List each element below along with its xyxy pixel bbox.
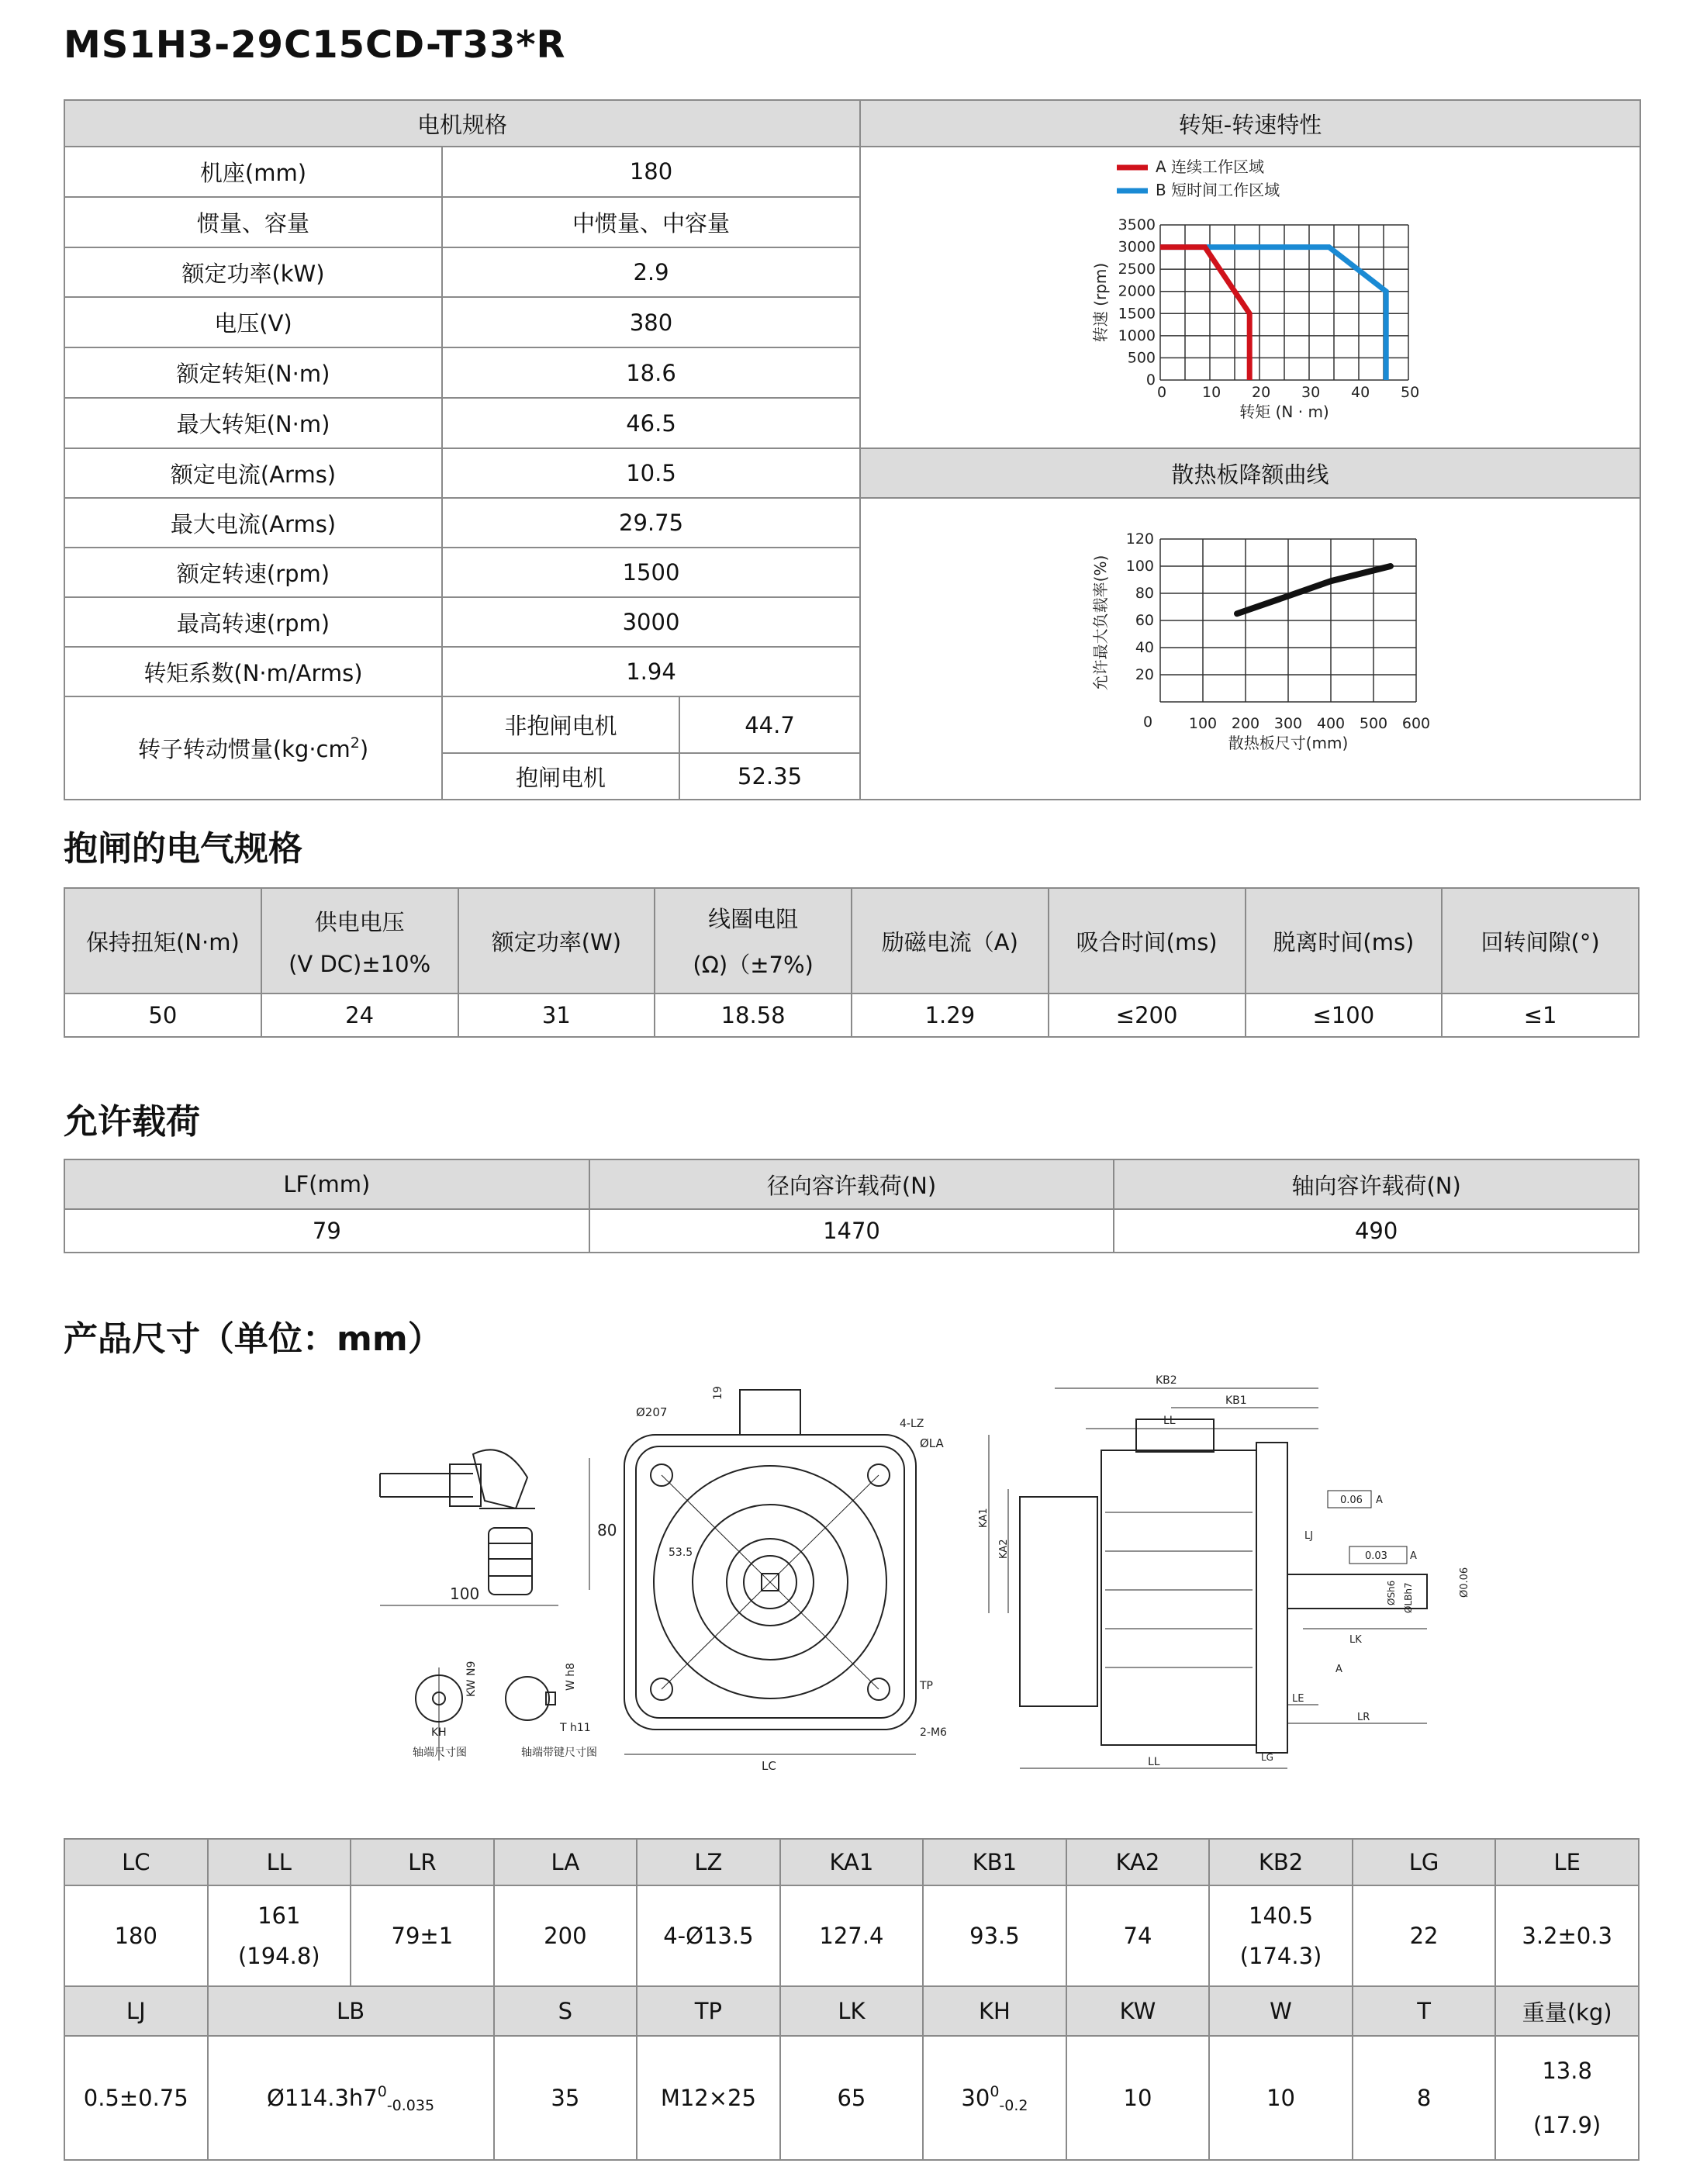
dim-header-text: TP — [694, 1998, 722, 2024]
spec-value: 1.94 — [442, 647, 860, 696]
brake-header — [852, 888, 1049, 994]
page-title: MS1H3-29C15CD-T33*R — [64, 23, 566, 67]
dim-header-text: 重量(kg) — [1522, 1999, 1612, 2026]
dim-value-text: 8 — [1416, 2085, 1432, 2111]
brake-header — [655, 888, 852, 994]
dim-value-text: 79±1 — [391, 1923, 454, 1949]
dim-header-text: S — [558, 1998, 573, 2024]
y-axis-label: 允许最大负载率(%) — [1091, 555, 1111, 691]
brake-value — [852, 994, 1049, 1037]
inertia-label-end: ) — [359, 736, 369, 762]
dim-header — [64, 1839, 208, 1885]
x-tick-label: 40 — [1351, 384, 1370, 401]
spec-label: 机座(mm) — [64, 147, 442, 197]
dim-header — [208, 1839, 351, 1885]
y-tick-label: 2000 — [1118, 282, 1156, 300]
dim-header — [494, 1839, 638, 1885]
dim-header-text: KW — [1119, 1998, 1156, 2024]
dim-tp: TP — [920, 1680, 933, 1692]
spec-label: 最大电流(Arms) — [64, 498, 442, 548]
shaft-end-views — [413, 1661, 597, 1761]
brake-header-line2: (V DC)±10% — [289, 950, 431, 977]
tol-0-06: 0.06 — [1340, 1495, 1363, 1506]
dim-value-text: 74 — [1123, 1923, 1152, 1949]
load-value-text: 79 — [312, 1218, 341, 1244]
dim-value — [494, 2036, 638, 2160]
derating-line — [1237, 566, 1391, 613]
dim-header — [1066, 1839, 1210, 1885]
x-tick-zero: 0 — [1142, 714, 1153, 731]
load-table — [64, 1159, 1640, 1253]
tol-0-03: 0.03 — [1365, 1550, 1387, 1562]
brake-header — [458, 888, 655, 994]
dim-value — [1353, 1885, 1496, 1986]
load-header — [1114, 1159, 1639, 1209]
lb-sup: 0 — [377, 2083, 387, 2100]
dim-4lz: 4-LZ — [900, 1418, 924, 1430]
dim-header — [351, 1839, 494, 1885]
x-tick-label: 100 — [1188, 715, 1218, 732]
dim-value-text: 4-Ø13.5 — [663, 1923, 754, 1949]
dim-value-text: 180 — [114, 1923, 157, 1949]
dim-value — [780, 2036, 924, 2160]
heatsink-chart-header: 散热板降额曲线 — [860, 448, 1640, 498]
dim-header-text: LZ — [694, 1849, 723, 1875]
dim-header-text: LL — [266, 1849, 292, 1875]
load-header — [64, 1159, 589, 1209]
x-tick-label: 30 — [1301, 384, 1321, 401]
spec-label: 额定转矩(N·m) — [64, 347, 442, 398]
load-header-text: 轴向容许载荷(N) — [1291, 1172, 1461, 1199]
load-value — [64, 1209, 589, 1253]
legend-a-label: A 连续工作区域 — [1156, 157, 1265, 176]
brake-spec-table — [64, 887, 1640, 1038]
y-tick-label: 0 — [1145, 371, 1156, 389]
brake-header-text: 脱离时间(ms) — [1273, 928, 1415, 955]
inertia-label-sup: 2 — [350, 734, 360, 752]
dim-sh6: ØSh6 — [1386, 1580, 1397, 1605]
dim-value — [208, 1885, 351, 1986]
y-tick-label: 80 — [1135, 585, 1155, 602]
spec-value: 1500 — [442, 548, 860, 597]
dim-value — [64, 1885, 208, 1986]
load-section-title: 允许载荷 — [64, 1102, 200, 1142]
load-value-text: 1470 — [823, 1218, 880, 1244]
spec-label: 转矩系数(N·m/Arms) — [64, 647, 442, 696]
kh-sub: -0.2 — [999, 2097, 1028, 2114]
brake-value — [655, 994, 852, 1037]
brake-label: 抱闸电机 — [442, 753, 679, 800]
brake-value — [1442, 994, 1639, 1037]
dim-header — [1353, 1986, 1496, 2036]
dim-header-text: W — [1270, 1998, 1292, 2024]
dim-value-text: 3.2±0.3 — [1522, 1923, 1612, 1949]
y-axis-label: 转速 (rpm) — [1091, 262, 1111, 343]
y-tick-label: 20 — [1135, 666, 1155, 683]
dim-value-text: 30 — [961, 2085, 990, 2111]
dim-header-text: KA1 — [829, 1849, 874, 1875]
caption-shaft-end: 轴端尺寸图 — [413, 1747, 467, 1759]
torque-chart-cell — [860, 147, 1640, 448]
brake-value-text: 31 — [541, 1002, 571, 1028]
load-value-text: 490 — [1354, 1218, 1398, 1244]
y-tick-label: 1500 — [1118, 305, 1156, 323]
brake-header — [1049, 888, 1246, 994]
dimension-section-title: 产品尺寸（单位：mm） — [64, 1319, 442, 1359]
dim-value-text: 93.5 — [969, 1923, 1020, 1949]
dim-th11: T h11 — [560, 1722, 591, 1734]
spec-value: 180 — [442, 147, 860, 197]
heatsink-derating-chart — [861, 499, 1640, 793]
motor-side-view — [978, 1374, 1470, 1768]
flange-front-view — [624, 1386, 947, 1773]
x-tick-label: 50 — [1401, 384, 1420, 401]
brake-section-title: 抱闸的电气规格 — [64, 829, 302, 869]
dimension-table — [64, 1838, 1640, 2161]
x-tick-label: 400 — [1316, 715, 1346, 732]
dim-ka1: KA1 — [978, 1508, 990, 1528]
x-tick-label: 20 — [1252, 384, 1271, 401]
motor-spec-header: 电机规格 — [64, 100, 860, 147]
dim-value — [1066, 1885, 1210, 1986]
dim-lc: LC — [762, 1759, 776, 1773]
x-axis-label: 散热板尺寸(mm) — [1228, 734, 1349, 752]
dim-value — [1353, 2036, 1496, 2160]
dim-ll-top: LL — [1163, 1415, 1176, 1427]
dim-value — [1209, 1885, 1353, 1986]
dim-value-text: 10 — [1123, 2085, 1152, 2111]
y-tick-label: 40 — [1135, 639, 1155, 656]
y-tick-label: 3500 — [1118, 216, 1156, 233]
dim-le: LE — [1292, 1693, 1304, 1705]
dim-header-text: KA2 — [1115, 1849, 1160, 1875]
dim-value-text: 127.4 — [819, 1923, 884, 1949]
dim-value — [208, 2036, 494, 2160]
brake-value-text: 24 — [345, 1002, 375, 1028]
x-axis-label: 转矩 (N · m) — [1239, 403, 1329, 421]
load-header — [589, 1159, 1114, 1209]
x-tick-label: 10 — [1202, 384, 1221, 401]
x-tick-label: 300 — [1273, 715, 1303, 732]
dim-header-text: LG — [1408, 1849, 1439, 1875]
brake-value-text: 18.58 — [720, 1002, 786, 1028]
spec-value: 3000 — [442, 597, 860, 647]
dim-value-text: 65 — [837, 2085, 866, 2111]
dim-header-text: LB — [337, 1998, 365, 2024]
dim-value — [923, 2036, 1066, 2160]
spec-label: 额定功率(kW) — [64, 247, 442, 298]
spec-value: 2.9 — [442, 247, 860, 298]
brake-header — [261, 888, 458, 994]
spec-value: 380 — [442, 297, 860, 347]
dim-header — [1353, 1839, 1496, 1885]
datum-a-2: A — [1410, 1550, 1417, 1562]
dim-value-text: 200 — [544, 1923, 587, 1949]
brake-value: 52.35 — [679, 753, 860, 800]
spec-value: 46.5 — [442, 398, 860, 448]
spec-label: 电压(V) — [64, 297, 442, 347]
dim-value-text: Ø114.3h7 — [267, 2085, 378, 2111]
spec-value: 10.5 — [442, 448, 860, 498]
brake-header-text: 供电电压 — [314, 908, 405, 935]
brake-header — [1442, 888, 1639, 994]
brake-value — [64, 994, 261, 1037]
connector-drawing — [380, 1450, 617, 1605]
dim-lr: LR — [1357, 1712, 1370, 1723]
weight-line2: (17.9) — [1533, 2112, 1602, 2138]
dim-19: 19 — [712, 1386, 724, 1400]
spec-value: 18.6 — [442, 347, 860, 398]
dim-value — [1066, 2036, 1210, 2160]
dim-value-text: 35 — [551, 2085, 580, 2111]
load-header-text: LF(mm) — [283, 1171, 371, 1197]
y-tick-label: 60 — [1135, 612, 1155, 629]
brake-value — [1049, 994, 1246, 1037]
dim-header — [494, 1986, 638, 2036]
dim-header-text: KH — [979, 1998, 1011, 2024]
torque-chart-header: 转矩-转速特性 — [860, 100, 1640, 147]
dim-value — [1495, 2036, 1639, 2160]
y-tick-label: 3000 — [1118, 238, 1156, 256]
nonbrake-label: 非抱闸电机 — [442, 696, 679, 753]
dim-value-text: M12×25 — [660, 2085, 756, 2111]
dim-header-text: LK — [838, 1998, 866, 2024]
nonbrake-value: 44.7 — [679, 696, 860, 753]
dim-header-text: LR — [408, 1849, 437, 1875]
brake-value-text: ≤1 — [1523, 1002, 1557, 1028]
dim-header-text: KB2 — [1258, 1849, 1304, 1875]
dim-value — [637, 1885, 780, 1986]
dim-header-text: LE — [1553, 1849, 1581, 1875]
dim-value — [494, 1885, 638, 1986]
dim-value — [637, 2036, 780, 2160]
spec-label: 额定电流(Arms) — [64, 448, 442, 498]
dim-2m6: 2-M6 — [920, 1726, 947, 1739]
torque-speed-chart — [861, 147, 1640, 442]
dim-header — [780, 1839, 924, 1885]
dim-header-text: LJ — [126, 1998, 146, 2024]
load-value — [589, 1209, 1114, 1253]
dim-header — [780, 1986, 924, 2036]
dim-value-text: 161 — [257, 1902, 301, 1929]
dim-value-line2: (174.3) — [1239, 1943, 1322, 1969]
dim-lg: LG — [1261, 1752, 1273, 1763]
dim-header-text: LC — [122, 1849, 150, 1875]
caption-shaft-key: 轴端带键尺寸图 — [521, 1747, 597, 1759]
dim-value-text: 22 — [1409, 1923, 1439, 1949]
legend-b-label: B 短时间工作区域 — [1156, 181, 1280, 199]
brake-header — [64, 888, 261, 994]
dim-value — [923, 1885, 1066, 1986]
dim-kwn9: KW N9 — [465, 1660, 478, 1697]
y-tick-label: 2500 — [1118, 261, 1156, 278]
dim-value-text: 10 — [1266, 2085, 1295, 2111]
dimension-drawing — [357, 1373, 1505, 1792]
dim-header-text: T — [1417, 1998, 1431, 2024]
brake-value-text: 50 — [148, 1002, 178, 1028]
datum-a-1: A — [1376, 1495, 1383, 1506]
dim-ll: LL — [1148, 1756, 1160, 1768]
dim-kb1: KB1 — [1225, 1394, 1247, 1407]
dim-value-line2: (194.8) — [237, 1943, 320, 1969]
brake-header-text: 线圈电阻 — [708, 906, 799, 932]
brake-value — [261, 994, 458, 1037]
dim-header — [64, 1986, 208, 2036]
dim-header — [1066, 1986, 1210, 2036]
dim-header — [923, 1839, 1066, 1885]
y-tick-label: 500 — [1127, 349, 1156, 367]
x-tick-label: 600 — [1401, 715, 1431, 732]
dim-207: Ø207 — [636, 1405, 668, 1419]
dim-value — [64, 2036, 208, 2160]
brake-value — [458, 994, 655, 1037]
brake-value-text: ≤200 — [1115, 1002, 1178, 1028]
brake-value-text: 1.29 — [924, 1002, 976, 1028]
dim-header-text: KB1 — [972, 1849, 1018, 1875]
kh-sup: 0 — [990, 2083, 1000, 2100]
dim-value-text: 140.5 — [1249, 1902, 1314, 1929]
dim-value — [1209, 2036, 1353, 2160]
inertia-label — [64, 696, 442, 800]
brake-header-line2: (Ω)（±7%) — [693, 952, 814, 978]
dim-value — [1495, 1885, 1639, 1986]
dim-ka2: KA2 — [998, 1539, 1010, 1559]
brake-header-text: 励磁电流（A) — [881, 928, 1018, 955]
dim-header — [637, 1839, 780, 1885]
spec-label: 额定转速(rpm) — [64, 548, 442, 597]
brake-value — [1246, 994, 1443, 1037]
dim-lbh7: ØLBh7 — [1403, 1582, 1414, 1613]
spec-value: 中惯量、中容量 — [442, 197, 860, 247]
dim-la: ØLA — [920, 1436, 944, 1450]
dim-header — [637, 1986, 780, 2036]
heatsink-chart-cell — [860, 498, 1640, 800]
spec-label: 最高转速(rpm) — [64, 597, 442, 647]
dim-kh: KH — [431, 1726, 447, 1739]
dim-header — [1209, 1839, 1353, 1885]
inertia-label-text: 转子转动惯量(kg·cm — [137, 736, 351, 762]
dim-header-text: LA — [551, 1849, 580, 1875]
load-value — [1114, 1209, 1639, 1253]
dim-kb2: KB2 — [1156, 1374, 1177, 1387]
tol-0-06-round: Ø0.06 — [1459, 1567, 1470, 1598]
brake-header-text: 吸合时间(ms) — [1076, 928, 1218, 955]
motor-spec-table — [64, 99, 1641, 800]
datum-a-3: A — [1335, 1664, 1342, 1675]
brake-header — [1246, 888, 1443, 994]
dim-header — [208, 1986, 494, 2036]
dim-100: 100 — [450, 1584, 480, 1603]
dim-80: 80 — [597, 1521, 617, 1540]
brake-header-text: 回转间隙(°) — [1481, 928, 1600, 955]
x-tick-label: 500 — [1359, 715, 1388, 732]
y-tick-label: 1000 — [1118, 327, 1156, 344]
spec-value: 29.75 — [442, 498, 860, 548]
dim-header — [923, 1986, 1066, 2036]
spec-label: 惯量、容量 — [64, 197, 442, 247]
dim-value — [780, 1885, 924, 1986]
dim-lj: LJ — [1304, 1530, 1314, 1542]
dim-lk: LK — [1349, 1634, 1362, 1646]
dim-wh8: W h8 — [565, 1662, 577, 1691]
load-header-text: 径向容许载荷(N) — [766, 1172, 937, 1199]
brake-value-text: ≤100 — [1312, 1002, 1375, 1028]
dim-value-text: 13.8 — [1542, 2058, 1592, 2084]
dim-header — [1209, 1986, 1353, 2036]
y-tick-label: 100 — [1125, 558, 1155, 575]
dim-53-5: 53.5 — [669, 1546, 693, 1559]
dim-header — [1495, 1986, 1639, 2036]
spec-label: 最大转矩(N·m) — [64, 398, 442, 448]
brake-header-text: 额定功率(W) — [491, 928, 622, 955]
dim-header — [1495, 1839, 1639, 1885]
dim-value-text: 0.5±0.75 — [83, 2085, 188, 2111]
dim-value — [351, 1885, 494, 1986]
x-tick-label: 200 — [1231, 715, 1260, 732]
x-tick-label: 0 — [1157, 384, 1167, 401]
lb-sub: -0.035 — [386, 2097, 435, 2114]
y-tick-label: 120 — [1125, 530, 1155, 548]
brake-header-text: 保持扭矩(N·m) — [85, 928, 240, 955]
